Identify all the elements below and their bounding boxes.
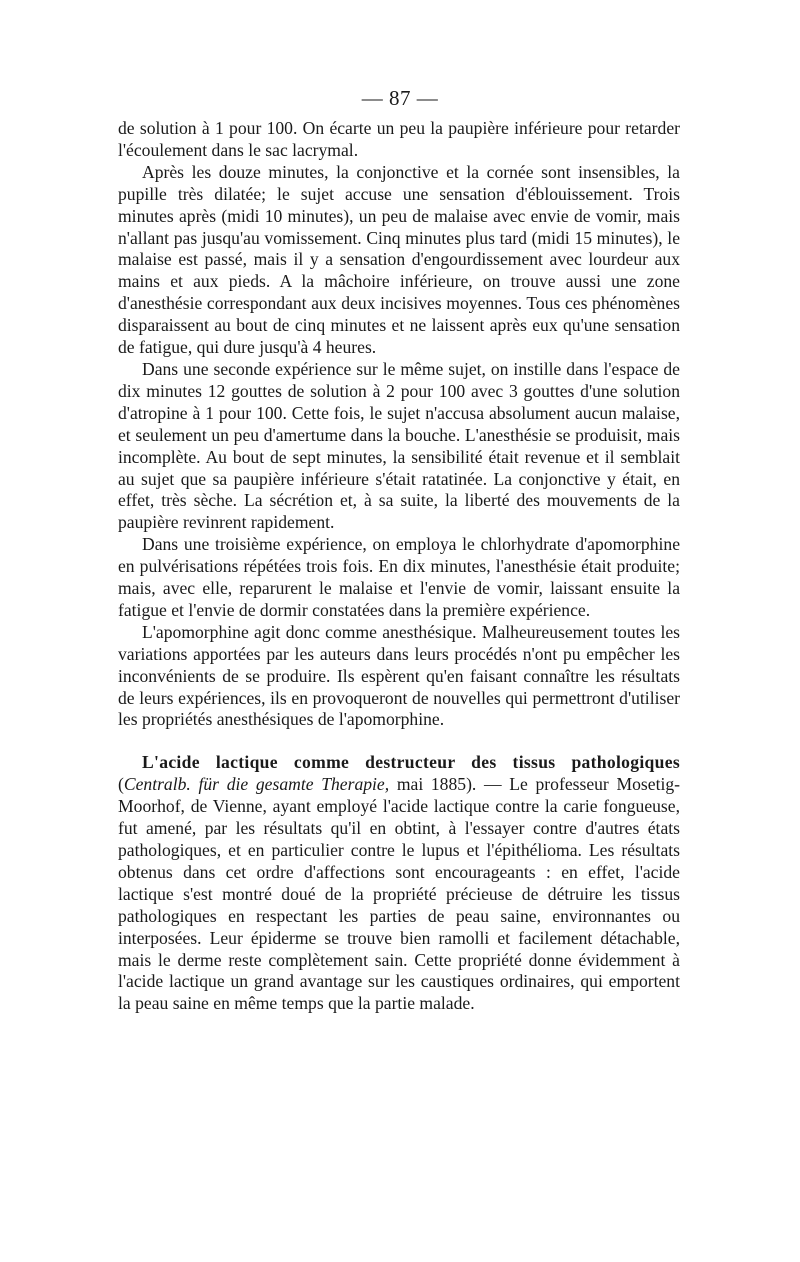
paragraph: Dans une troisième expérience, on employa le chlorhydrate d'apomorphine en pulvérisations répétées trois fois. En dix minutes, l'anesthésie était produite; mais, avec elle, reparurent le malaise et l'envie de vomir, laissant ensuite la fatigue et l'envie de dormir constatées dans la première expérience. (118, 534, 680, 620)
section-body: Le professeur Mosetig-Moorhof, de Vienne, ayant employé l'acide lactique contre la carie fongueuse, fut amené, par les résultats qu'il en obtint, à l'essayer contre d'autres états pathologiques, et en particulier contre le lupus et l'épithélioma. Les résultats obtenus dans cet ordre d'affections sont encourageants : en effet, l'acide lactique s'est montré doué de la propriété précieuse de détruire les tissus pathologiques en respectant les parties de peau saine, environnantes ou interposées. Leur épiderme se trouve bien ramolli et facilement détachable, mais le derme reste complètement sain. Cette propriété donne évidemment à l'acide lactique un grand avantage sur les caustiques ordinaires, qui emportent la peau saine en même temps que la partie malade. (118, 774, 681, 1014)
source-citation: Centralb. für die gesamte Therapie, (123, 774, 390, 795)
source-date: mai 1885). — (389, 774, 510, 795)
paragraph: Après les douze minutes, la conjonctive et la cornée sont insensibles, la pupille très dilatée; le sujet accuse une sensation d'éblouissement. Trois minutes après (midi 10 minutes), un peu de malaise avec envie de vomir, mais n'allant pas jusqu'au vomissement. Cinq minutes plus tard (midi 15 minutes), le malaise est passé, mais il y a sensation d'engourdissement avec lourdeur aux mains et aux pieds. A la mâchoire inférieure, on trouve aussi une zone d'anesthésie correspondant aux deux incisives moyennes. Tous ces phénomènes disparaissent au bout de cinq minutes et ne laissent après eux qu'une sensation de fatigue, qui dure jusqu'à 4 heures. (118, 161, 680, 358)
source-open: ( (118, 774, 124, 795)
paragraph: de solution à 1 pour 100. On écarte un peu la paupière inférieure pour retarder l'écoulement dans le sac lacrymal. (118, 118, 680, 160)
body-text (118, 118, 680, 1015)
section-spacer (118, 731, 680, 752)
section-heading: L'acide lactique comme destructeur des tissus pathologiques (142, 752, 680, 773)
page-number: — 87 — (361, 86, 439, 110)
section-paragraph (118, 752, 680, 1015)
paragraph: Dans une seconde expérience sur le même sujet, on instille dans l'espace de dix minutes 12 gouttes de solution à 2 pour 100 avec 3 gouttes d'une solution d'atropine à 1 pour 100. Cette fois, le sujet n'accusa absolument aucun malaise, et seulement un peu d'amertume dans la bouche. L'anesthésie se produisit, mais incomplète. Au bout de sept minutes, la sensibilité était revenue et il semblait au sujet que sa paupière inférieure s'était ratatinée. La conjonctive y était, en effet, très sèche. La sécrétion et, à sa suite, la liberté des mouvements de la paupière revinrent rapidement. (118, 358, 680, 533)
paragraph: L'apomorphine agit donc comme anesthésique. Malheureusement toutes les variations apportées par les auteurs dans leurs procédés n'ont pu empêcher les inconvénients de se produire. Ils espèrent qu'en faisant connaître les résultats de leurs expériences, ils en provoqueront de nouvelles qui permettront d'utiliser les propriétés anesthésiques de l'apomorphine. (118, 621, 680, 730)
